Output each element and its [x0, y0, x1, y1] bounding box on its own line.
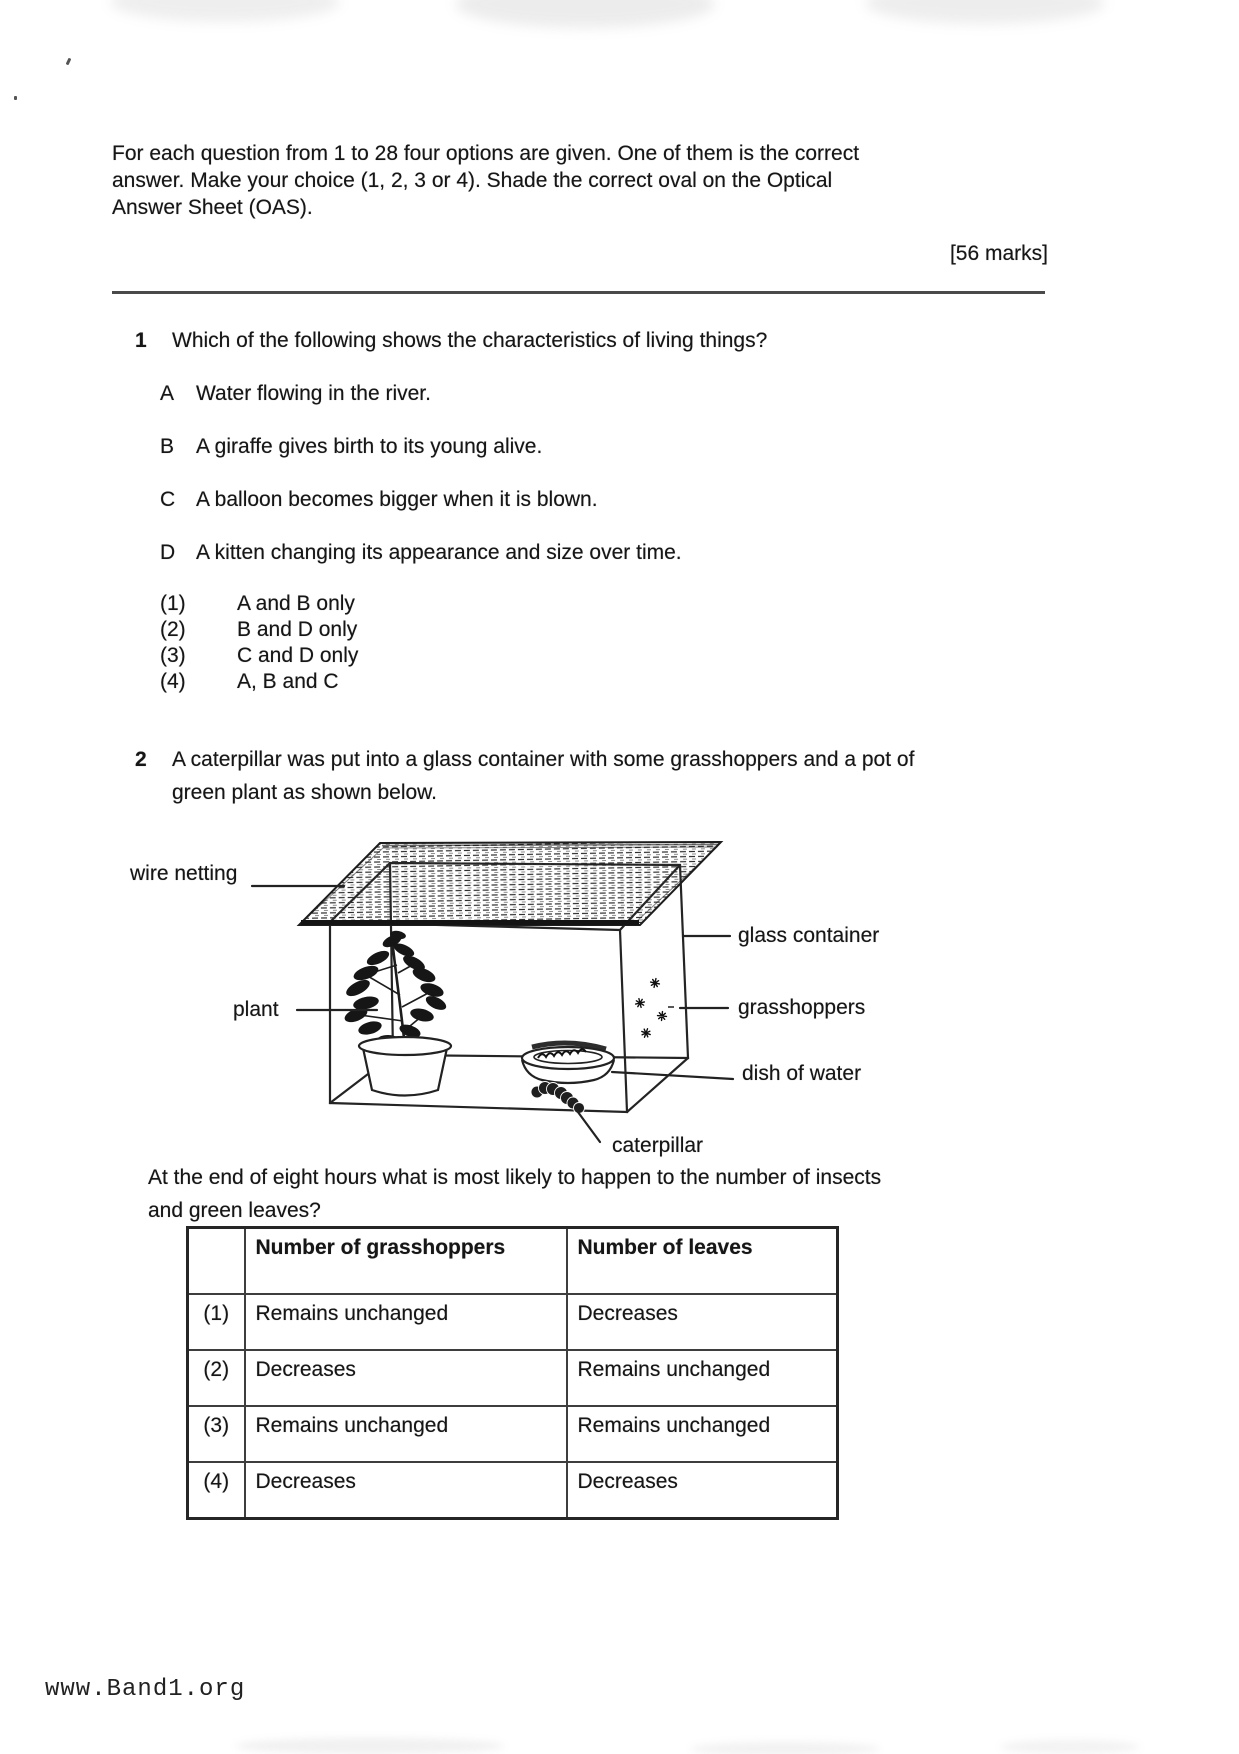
table-row — [188, 1294, 838, 1350]
glass-container-diagram — [120, 745, 920, 1170]
option-text: A giraffe gives birth to its young alive. — [196, 435, 543, 458]
instructions-line-1: For each question from 1 to 28 four options are given. One of them is the correct — [112, 142, 860, 165]
option-text: A kitten changing its appearance and size over time. — [196, 541, 682, 564]
choice-text: A and B only — [237, 592, 355, 615]
table-row — [188, 1406, 838, 1462]
leaves-cell: Remains unchanged — [567, 1350, 838, 1406]
option-letter: C — [160, 488, 176, 511]
scan-smudge — [690, 1742, 880, 1754]
question-1-stem: Which of the following shows the characteristics of living things? — [172, 329, 768, 352]
label-dish-of-water: dish of water — [742, 1062, 862, 1085]
option-letter: D — [160, 541, 176, 564]
choice-number: (2) — [160, 618, 186, 641]
option-letter: A — [160, 382, 175, 405]
option-letter: B — [160, 435, 175, 458]
row-number: (2) — [188, 1350, 245, 1406]
section-divider-line — [112, 291, 1045, 294]
dish-of-water-figure — [522, 1043, 614, 1083]
label-wire-netting: wire netting — [130, 862, 238, 885]
table-row — [188, 1350, 838, 1406]
plant-figure — [343, 930, 451, 1096]
grasshoppers-cell: Remains unchanged — [245, 1406, 567, 1462]
table-header-grasshoppers: Number of grasshoppers — [245, 1228, 567, 1295]
table-row — [188, 1462, 838, 1519]
row-number: (3) — [188, 1406, 245, 1462]
row-number: (1) — [188, 1294, 245, 1350]
marks-allocation: [56 marks] — [949, 242, 1048, 265]
table-header-leaves: Number of leaves — [567, 1228, 838, 1295]
leaves-cell: Remains unchanged — [567, 1406, 838, 1462]
label-grasshoppers: grasshoppers — [738, 996, 866, 1019]
option-text: A balloon becomes bigger when it is blown. — [196, 488, 598, 511]
question-2-number: 2 — [135, 748, 147, 771]
label-plant: plant — [233, 998, 279, 1021]
instructions-line-3: Answer Sheet (OAS). — [112, 196, 313, 219]
leaves-cell: Decreases — [567, 1462, 838, 1519]
option-text: Water flowing in the river. — [196, 382, 431, 405]
scan-smudge — [235, 1738, 505, 1754]
grasshoppers-cell: Decreases — [245, 1462, 567, 1519]
question-2-prompt-line-1: At the end of eight hours what is most likely to happen to the number of insects — [148, 1166, 882, 1189]
choice-text: B and D only — [237, 618, 358, 641]
scan-speck — [14, 96, 17, 100]
question-2-stem-line-2: green plant as shown below. — [172, 781, 438, 804]
table-header-row — [188, 1228, 838, 1295]
answer-options-table — [186, 1226, 839, 1520]
grasshoppers-cell: Remains unchanged — [245, 1294, 567, 1350]
scan-smudge — [110, 0, 340, 22]
scan-smudge — [455, 0, 715, 28]
plant-pot — [359, 1037, 451, 1096]
row-number: (4) — [188, 1462, 245, 1519]
question-2-prompt-line-2: and green leaves? — [148, 1199, 321, 1222]
grasshoppers-cell: Decreases — [245, 1350, 567, 1406]
choice-text: A, B and C — [237, 670, 339, 693]
choice-number: (3) — [160, 644, 186, 667]
table-header-blank — [188, 1228, 245, 1295]
question-2-stem-line-1: A caterpillar was put into a glass container with some grasshoppers and a pot of — [172, 748, 915, 771]
wire-netting-mesh — [299, 842, 721, 925]
scan-smudge — [865, 0, 1105, 24]
scan-smudge — [1000, 1740, 1140, 1754]
scan-speck — [66, 58, 72, 66]
choice-number: (4) — [160, 670, 186, 693]
leaves-cell: Decreases — [567, 1294, 838, 1350]
label-caterpillar: caterpillar — [612, 1134, 704, 1157]
choice-text: C and D only — [237, 644, 359, 667]
source-url: www.Band1.org — [45, 1676, 246, 1703]
grasshopper-marks — [635, 978, 674, 1039]
instructions-line-2: answer. Make your choice (1, 2, 3 or 4). Shade the correct oval on the Optical — [112, 169, 833, 192]
question-1-number: 1 — [135, 329, 147, 352]
label-glass-container: glass container — [738, 924, 880, 947]
choice-number: (1) — [160, 592, 186, 615]
